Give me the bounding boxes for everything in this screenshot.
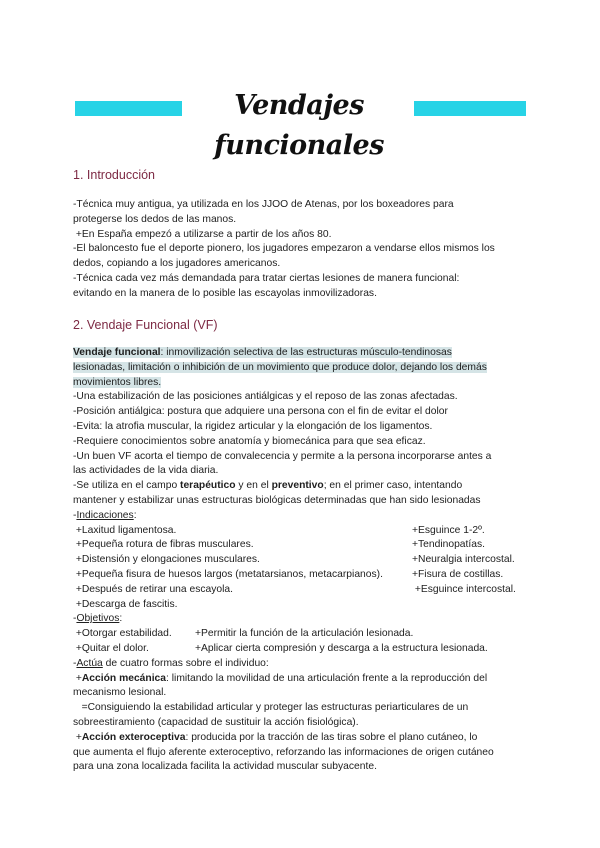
uses-term-terapeutico: terapéutico — [180, 480, 236, 492]
dash: - — [73, 657, 77, 669]
indicacion-item: +Pequeña fisura de huesos largos (metatarsianos, metacarpianos). — [73, 568, 383, 580]
paragraph-line: protegerse los dedos de las manos. — [73, 213, 237, 225]
colon: : — [119, 613, 123, 625]
paragraph-line: -Posición antiálgica: postura que adquiere una persona con el fin de evitar el dolor — [73, 406, 448, 418]
indicacion-item: +Descarga de fascitis. — [73, 598, 178, 610]
indicaciones-row — [73, 553, 533, 568]
indicacion-item: +Laxitud ligamentosa. — [73, 524, 177, 536]
definition-text: movimientos libres. — [73, 376, 162, 388]
definition-term: Vendaje funcional — [73, 347, 161, 358]
objetivo-item: +Aplicar cierta compresión y descarga a la estructura lesionada. — [195, 642, 488, 654]
indicacion-item: +Distensión y elongaciones musculares. — [73, 554, 260, 566]
objetivos-heading — [73, 612, 533, 627]
paragraph-line: -Técnica muy antigua, ya utilizada en los JJOO de Atenas, por los boxeadores para — [73, 199, 454, 210]
colon: : — [133, 509, 137, 521]
indicacion-item: +Pequeña rotura de fibras musculares. — [73, 539, 254, 551]
definition-text: lesionadas, limitación o inhibición de un movimiento que produce dolor, dejando los demás — [73, 361, 487, 373]
indicaciones-row — [73, 583, 533, 598]
paragraph-line: las actividades de la vida diaria. — [73, 465, 219, 477]
paragraph-line: -El baloncesto fue el deporte pionero, los jugadores empezaron a vendarse ellos mismos los — [73, 243, 495, 255]
indicacion-item: +Fisura de costillas. — [412, 568, 504, 580]
indicaciones-row — [73, 524, 533, 539]
indicacion-item: +Esguince 1-2º. — [412, 524, 485, 536]
actua-label: Actúa — [76, 657, 103, 669]
title-row — [0, 86, 600, 161]
uses-text: y en el — [235, 480, 272, 492]
paragraph-line: evitando en la manera de lo posible las escayolas inmovilizadoras. — [73, 287, 377, 299]
page-title: Vendajes funcionales — [214, 90, 384, 161]
objetivos-row — [73, 627, 533, 642]
indicacion-item: +Tendinopatías. — [412, 539, 485, 551]
indicaciones-row — [73, 598, 533, 613]
indicacion-item: +Esguince intercostal. — [412, 583, 516, 595]
section-introduccion-body — [73, 198, 533, 302]
paragraph-line: dedos, copiando a los jugadores americanos. — [73, 258, 281, 270]
indicacion-item: +Después de retirar una escayola. — [73, 583, 233, 595]
accion-exteroceptiva-line — [73, 731, 533, 746]
accion-exteroceptiva-text: : producida por la tracción de las tiras sobre el plano cutáneo, lo — [185, 731, 478, 743]
indicaciones-row — [73, 538, 533, 553]
section-heading-vendaje-funcional: 2. Vendaje Funcional (VF) — [73, 318, 218, 332]
indicaciones-label: Indicaciones — [76, 509, 134, 521]
plus: + — [73, 731, 82, 743]
accion-exteroceptiva-term: Acción exteroceptiva — [81, 731, 186, 743]
paragraph-line: -Técnica cada vez más demandada para tratar ciertas lesiones de manera funcional: — [73, 272, 460, 284]
paragraph-line: mecanismo lesional. — [73, 687, 167, 699]
objetivos-row — [73, 642, 533, 657]
title-decoration-right — [414, 101, 526, 116]
dash: - — [73, 613, 77, 625]
paragraph-line: que aumenta el flujo aferente exteroceptivo, reforzando las informaciones de origen cutáneo — [73, 746, 494, 758]
paragraph-line: +En España empezó a utilizarse a partir de los años 80. — [73, 228, 332, 240]
accion-mecanica-term: Acción mecánica — [81, 672, 167, 684]
plus: + — [73, 672, 82, 684]
accion-mecanica-text: : limitando la movilidad de una articulación frente a la reproducción del — [166, 672, 488, 684]
actua-line — [73, 657, 533, 672]
paragraph-line: -Una estabilización de las posiciones antiálgicas y el reposo de las zonas afectadas. — [73, 391, 458, 403]
paragraph-line: sobreestiramiento (capacidad de sustituir la acción fisiológica). — [73, 716, 359, 728]
section-heading-introduccion: 1. Introducción — [73, 168, 155, 182]
actua-text: de cuatro formas sobre el individuo: — [102, 657, 269, 669]
objetivo-item: +Permitir la función de la articulación lesionada. — [195, 628, 414, 640]
paragraph-line: =Consiguiendo la estabilidad articular y proteger las estructuras periarticulares de un — [73, 702, 469, 714]
uses-text: -Se utiliza en el campo — [73, 480, 181, 492]
uses-text: ; en el primer caso, intentando — [323, 480, 463, 492]
definition-line — [73, 346, 533, 361]
uses-line — [73, 479, 533, 494]
section-vendaje-funcional-body — [73, 346, 533, 775]
definition-line — [73, 376, 533, 391]
title-decoration-left — [75, 101, 182, 116]
accion-mecanica-line — [73, 672, 533, 687]
paragraph-line: mantener y estabilizar unas estructuras biológicas determinadas que han sido lesionadas — [73, 494, 481, 506]
paragraph-line: -Evita: la atrofia muscular, la rigidez articular y la elongación de los ligamentos. — [73, 420, 433, 432]
paragraph-line: -Un buen VF acorta el tiempo de convalecencia y permite a la persona incorporarse antes a — [73, 450, 492, 462]
indicaciones-row — [73, 568, 533, 583]
indicacion-item: +Neuralgia intercostal. — [412, 554, 515, 566]
definition-line — [73, 361, 533, 376]
indicaciones-heading — [73, 509, 533, 524]
uses-term-preventivo: preventivo — [271, 480, 324, 492]
dash: - — [73, 509, 77, 521]
objetivo-item: +Quitar el dolor. — [73, 642, 149, 654]
objetivo-item: +Otorgar estabilidad. — [73, 628, 172, 640]
objetivos-label: Objetivos — [76, 613, 120, 625]
paragraph-line: -Requiere conocimientos sobre anatomía y biomecánica para que sea eficaz. — [73, 435, 426, 447]
definition-text: : inmovilización selectiva de las estructuras músculo-tendinosas — [160, 347, 452, 358]
paragraph-line: para una zona localizada facilita la actividad muscular subyacente. — [73, 761, 377, 773]
